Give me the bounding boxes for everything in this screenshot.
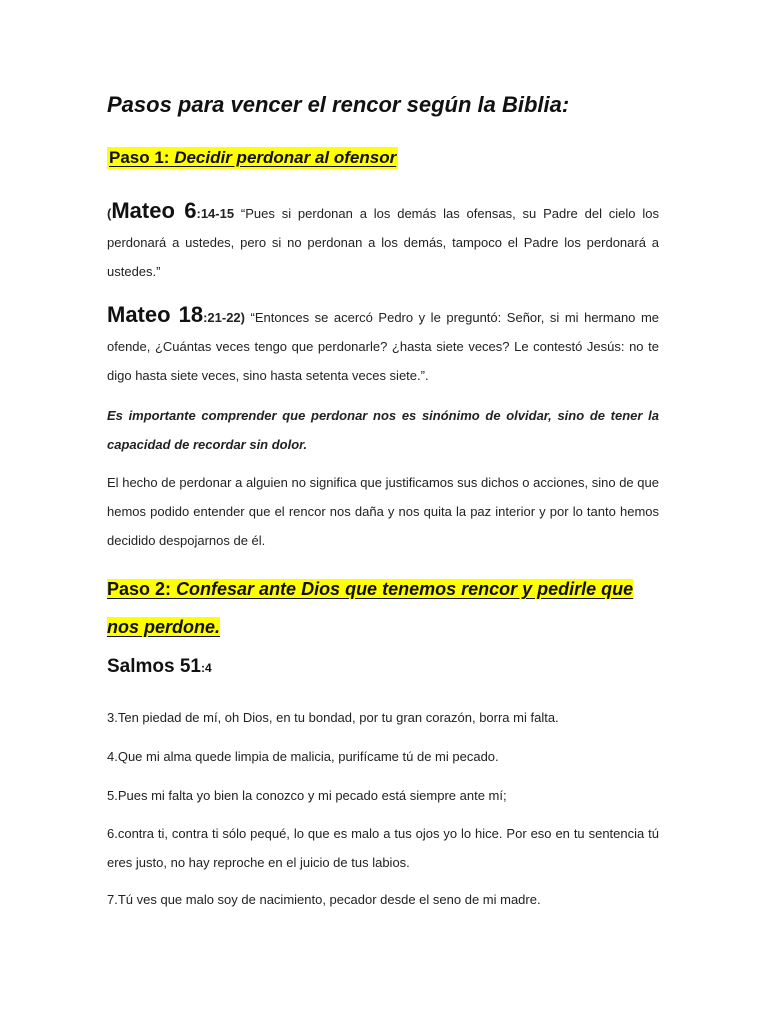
verse-3: 3.Ten piedad de mí, oh Dios, en tu bondad, por tu gran corazón, borra mi falta.	[107, 710, 559, 725]
step-2-label: Paso 2:	[107, 579, 177, 599]
mateo-6-ref: :14-15	[196, 206, 235, 221]
explanation-paragraph: El hecho de perdonar a alguien no significa que justificamos sus dichos o acciones, sino de que hemos podido entender que el rencor nos daña y nos quita la paz interior y por lo tanto hemos decidido despojarnos de él.	[107, 475, 659, 548]
verse-6: 6.contra ti, contra ti sólo pequé, lo que es malo a tus ojos yo lo hice. Por eso en tu sentencia tú eres justo, no hay reproche en el juicio de tus labios.	[107, 826, 659, 870]
step-1-label: Paso 1:	[109, 148, 175, 167]
page-title: Pasos para vencer el rencor según la Biblia:	[107, 92, 570, 117]
verse-5: 5.Pues mi falta yo bien la conozco y mi pecado está siempre ante mí;	[107, 788, 507, 803]
step-1-text: Decidir perdonar al ofensor	[174, 148, 397, 167]
mateo-18-book: Mateo 18	[107, 302, 204, 327]
mateo-6-text: “Pues si perdonan a los demás las ofensas, su Padre del cielo los perdonará a ustedes, pero si no perdonan a los demás, tampoco el Padre los perdonará a ustedes.”	[107, 206, 659, 279]
verse-7: 7.Tú ves que malo soy de nacimiento, pecador desde el seno de mi madre.	[107, 892, 541, 907]
salmos-book: Salmos 51	[107, 656, 201, 677]
emphasis-paragraph: Es importante comprender que perdonar nos es sinónimo de olvidar, sino de tener la capacidad de recordar sin dolor.	[107, 408, 659, 452]
mateo-6-book: Mateo 6	[111, 198, 197, 223]
mateo-18-ref: :21-22)	[203, 310, 245, 325]
verse-4: 4.Que mi alma quede limpia de malicia, purifícame tú de mi pecado.	[107, 749, 499, 764]
step-2-highlight	[107, 579, 633, 637]
salmos-heading	[107, 656, 212, 678]
salmos-ref: :4	[201, 661, 212, 675]
step-2-heading	[107, 570, 658, 646]
open-paren: (	[107, 206, 112, 221]
step-1-heading	[107, 147, 398, 169]
mateo-6-paragraph	[107, 196, 659, 286]
mateo-18-text: “Entonces se acercó Pedro y le preguntó: Señor, si mi hermano me ofende, ¿Cuántas veces tengo que perdonarle? ¿hasta siete veces? Le contestó Jesús: no te digo hasta siete veces, sino hasta setenta veces siete.”.	[107, 310, 659, 383]
step-2-text: Confesar ante Dios que tenemos rencor y pedirle que nos perdone.	[107, 579, 634, 637]
mateo-18-paragraph	[107, 300, 659, 390]
